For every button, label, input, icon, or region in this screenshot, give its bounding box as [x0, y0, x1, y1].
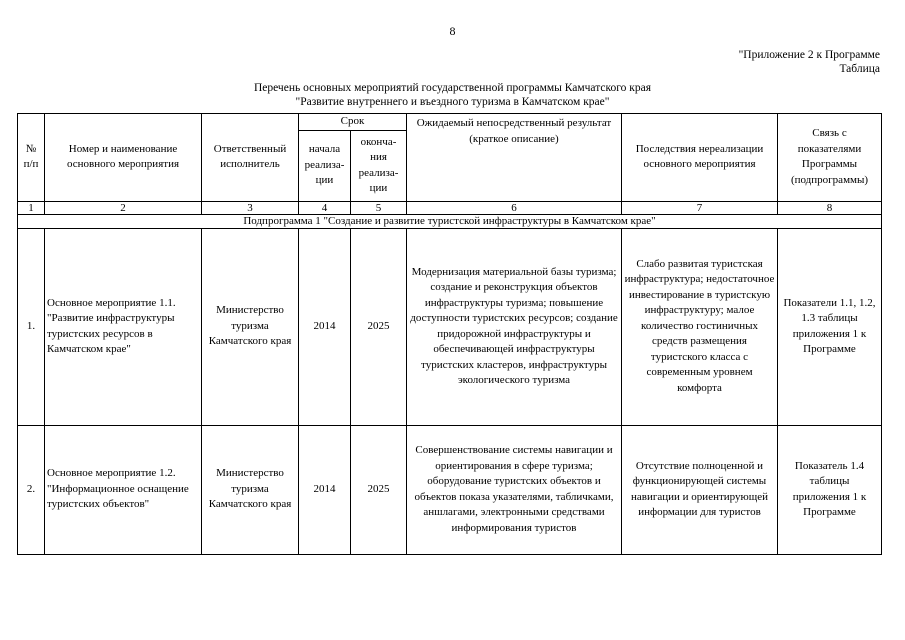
row-name: Основное мероприятие 1.1. "Развитие инфраструктуры туристских ресурсов в Камчатском крае": [45, 228, 202, 425]
table-row: [18, 425, 882, 554]
row-result: Модернизация материальной базы туризма; создание и реконструкция объектов инфраструктуры туризма; повышение доступности туристских ресурсов; создание придорожной инфраструктуры и обеспечивающей инфраструктуры туристских кластеров, инфраструктуры экологического туризма: [407, 228, 622, 425]
appendix-line-2: Таблица: [839, 63, 880, 75]
measures-table: [17, 113, 882, 555]
column-number-1: 1: [18, 201, 45, 214]
row-start: 2014: [299, 425, 351, 554]
header-num: № п/п: [18, 114, 45, 202]
header-end: оконча-ния реализа-ции: [351, 130, 407, 201]
title-line-2: "Развитие внутреннего и въездного туризма в Камчатском крае": [295, 96, 610, 108]
appendix-line-1: "Приложение 2 к Программе: [738, 49, 880, 61]
header-start: начала реализа-ции: [299, 130, 351, 201]
row-consequences: Слабо развитая туристская инфраструктура; недостаточное инвестирование в туристскую инфраструктуру; малое количество гостиничных средств размещения туристского класса с современным уровнем комфорта: [622, 228, 778, 425]
row-start: 2014: [299, 228, 351, 425]
subprogram-heading: Подпрограмма 1 "Создание и развитие туристской инфраструктуры в Камчатском крае": [18, 214, 882, 228]
row-consequences: Отсутствие полноценной и функционирующей системы навигации и ориентирующей информации для туристов: [622, 425, 778, 554]
column-number-8: 8: [778, 201, 882, 214]
page-number: 8: [449, 24, 456, 38]
row-link: Показатели 1.1, 1.2, 1.3 таблицы приложения 1 к Программе: [778, 228, 882, 425]
row-result: Совершенствование системы навигации и ориентирования в сфере туризма; оборудование туристских объектов и объектов показа указателями, табличками, аншлагами, электронными средствами информирования туристов: [407, 425, 622, 554]
column-number-5: 5: [351, 201, 407, 214]
column-number-3: 3: [202, 201, 299, 214]
row-num: 1.: [18, 228, 45, 425]
header-name: Номер и наименование основного мероприятия: [45, 114, 202, 202]
table-row: [18, 228, 882, 425]
column-number-7: 7: [622, 201, 778, 214]
header-result: Ожидаемый непосредственный результат (краткое описание): [407, 114, 622, 202]
row-executor: Министерство туризма Камчатского края: [202, 228, 299, 425]
header-consequences: Последствия нереализации основного мероприятия: [622, 114, 778, 202]
row-num: 2.: [18, 425, 45, 554]
column-number-2: 2: [45, 201, 202, 214]
row-link: Показатель 1.4 таблицы приложения 1 к Программе: [778, 425, 882, 554]
header-srok: Срок: [299, 114, 407, 131]
row-name: Основное мероприятие 1.2. "Информационное оснащение туристских объектов": [45, 425, 202, 554]
document-title: [0, 81, 905, 109]
title-line-1: Перечень основных мероприятий государственной программы Камчатского края: [253, 82, 652, 94]
header-executor: Ответственный исполнитель: [202, 114, 299, 202]
appendix-note: [739, 48, 880, 76]
column-number-6: 6: [407, 201, 622, 214]
column-number-4: 4: [299, 201, 351, 214]
row-executor: Министерство туризма Камчатского края: [202, 425, 299, 554]
row-end: 2025: [351, 425, 407, 554]
header-link: Связь с показателями Программы (подпрограммы): [778, 114, 882, 202]
row-end: 2025: [351, 228, 407, 425]
